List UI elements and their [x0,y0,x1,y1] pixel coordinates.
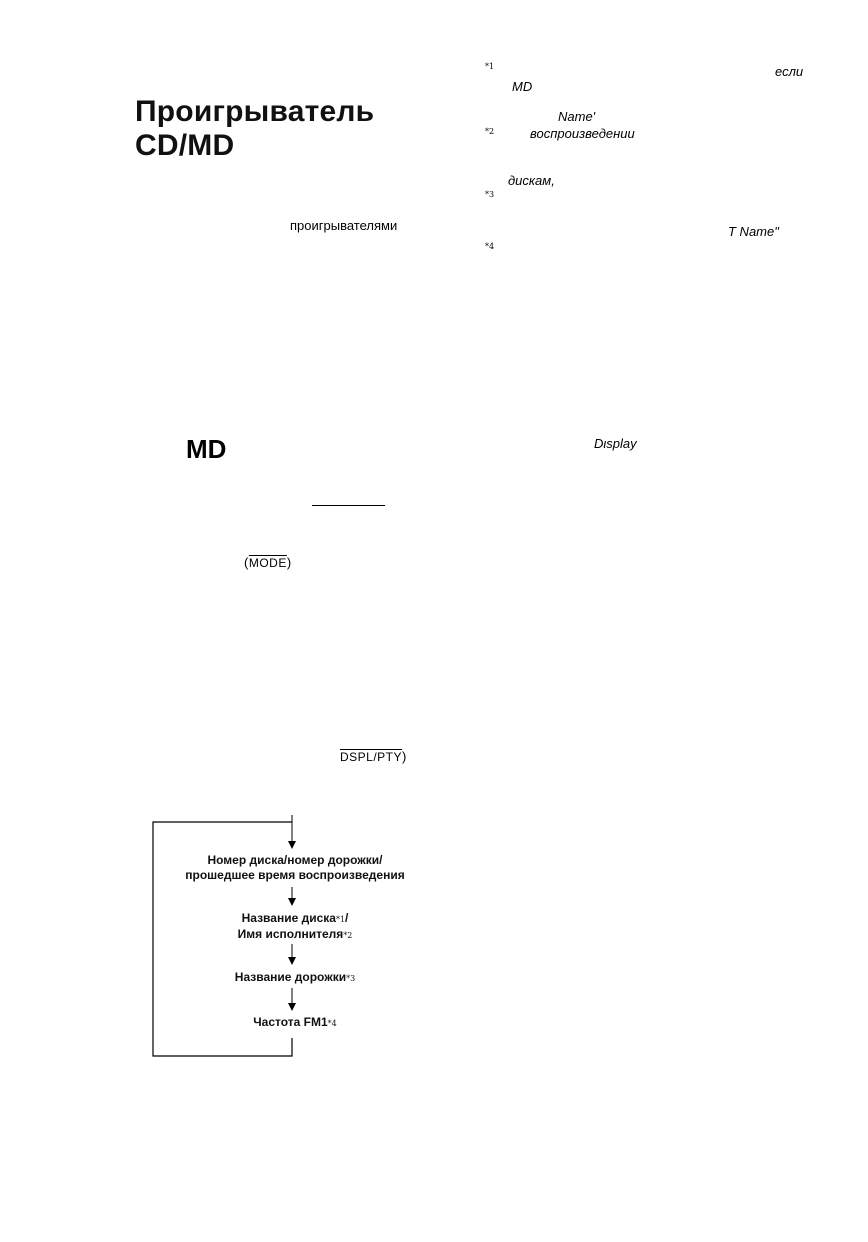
footnote-3-text-a: дискам, [508,173,555,188]
display-word: Dιsplay [594,436,637,451]
page-title [135,95,374,163]
flow-step-2-line-2: Имя исполнителя*2 [237,927,353,941]
footnote-1-text-b: MD [512,79,533,94]
md-section-heading: MD [186,434,227,464]
footnote-mark-2: *2 [485,127,495,136]
flow-step-2-line-1: Название диска*1/ [241,911,349,925]
footnote-1-text-a: если [775,64,804,79]
footnote-mark-4: *4 [485,242,495,251]
players-word: проигрывателями [290,218,398,233]
arrow-down-icon [288,898,296,906]
footnote-mark-1: *1 [485,62,495,71]
display-cycle-diagram [150,815,440,1065]
mode-button: (MODE) [244,555,292,570]
flow-step-4: Частота FM1*4 [253,1015,337,1029]
footnote-mark-3: *3 [485,190,495,199]
footnote-2-text-a: Name' [558,109,596,124]
title-line-2: CD/MD [135,129,235,162]
flow-step-1-line-1: Номер диска/номер дорожки/ [207,853,383,867]
flow-step-1 [150,853,440,883]
mode-button-label: MODE [248,556,287,570]
flow-step-1-line-2: прошедшее время воспроизведения [185,868,405,882]
footnote-2-text-b: воспроизведении [530,126,635,141]
footnote-4-text-a: T Name" [728,224,779,239]
arrow-down-icon [288,841,296,849]
title-line-1: Проигрыватель [135,95,375,128]
underline-rule [312,505,385,506]
dspl-pty-button-label: DSPL/PTY [340,750,403,764]
dspl-pty-button: DSPL/PTY) [340,749,407,764]
flow-step-2 [150,911,440,943]
arrow-down-icon [288,957,296,965]
flow-step-3: Название дорожки*3 [234,970,356,984]
arrow-down-icon [288,1003,296,1011]
